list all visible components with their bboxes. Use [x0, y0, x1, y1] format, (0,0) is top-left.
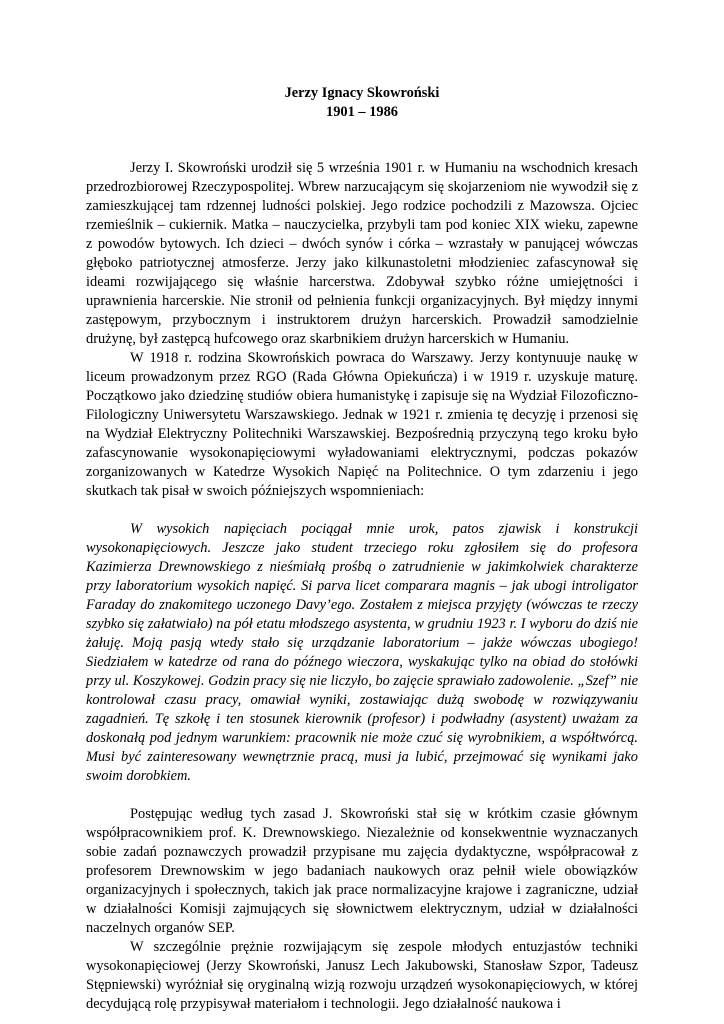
paragraph-collaboration: Postępując według tych zasad J. Skowroński stał się w krótkim czasie głównym współpracownikiem prof. K. Drewnowskiego. Niezależnie od konsekwentnie wyznaczanych sobie zadań poznawczych prowadził przypisane mu zajęcia dydaktyczne, współpracował z profesorem Drewnowskim w jego badaniach naukowych oraz pełnił wiele obowiązków organizacyjnych i społecznych, takich jak prace normalizacyjne krajowe i zagraniczne, udział w działalności Komisji zajmujących się słownictwem elektrycznym, udział w działalności naczelnych organów SEP. [86, 806, 638, 936]
title-spacer [86, 122, 638, 159]
memoir-quote: W wysokich napięciach pociągał mnie urok, patos zjawisk i konstrukcji wysokonapięciowych. Jeszcze jako student trzeciego roku zgłosiłem się do profesora Kazimierza Drewnowskiego z nieśmiałą prośbą o zatrudnienie w jakimkolwiek charakterze przy laboratorium wysokich napięć. Si parva licet comparara magnis – jak ubogi introligator Faraday do znakomitego uczonego Davy’ego. Zostałem z miejsca przyjęty (wówczas te rzeczy szybko się załatwiało) na pół etatu młodszego asystenta, w grudniu 1923 r. I wyboru do dziś nie żałuję. Moją pasją wtedy stało się urządzanie laboratorium – jakże wówczas ubogiego! Siedziałem w katedrze od rana do późnego wieczora, wyskakując tylko na obiad do stołówki przy ul. Koszykowej. Godzin pracy się nie liczyło, bo zajęcie sprawiało zadowolenie. „Szef” nie kontrolował czasu pracy, omawiał wyniki, zostawiając dużą swobodę w rozwiązywaniu zagadnień. Tę szkołę i ten stosunek kierownik (profesor) i podwładny (asystent) uważam za doskonałą pod jednym warunkiem: pracownik nie może czuć się wyrobnikiem, a współtwórcą. Musi być zainteresowany wewnętrznie pracą, musi ja lubić, przejmować się wynikami jako swoim dorobkiem. [86, 521, 638, 784]
paragraph-childhood: Jerzy I. Skowroński urodził się 5 września 1901 r. w Humaniu na wschodnich kresach przedrozbiorowej Rzeczypospolitej. Wbrew narzucającym się skojarzeniom nie wywodził się z zamieszkującej tam rdzennej ludności polskiej. Jego rodzice pochodzili z Mazowsza. Ojciec rzemieślnik – cukiernik. Matka – nauczycielka, przybyli tam pod koniec XIX wieku, zapewne z powodów bytowych. Ich dzieci – dwóch synów i córka – wzrastały w panującej wówczas głęboko patriotycznej atmosferze. Jerzy jako kilkunastoletni młodzieniec zafascynował się ideami rozwijającego się właśnie harcerstwa. Zdobywał szybko różne umiejętności i uprawnienia harcerskie. Nie stronił od pełnienia funkcji organizacyjnych. Był między innymi zastępowym, przybocznym i instruktorem drużyn harcerskich. Prowadził samodzielnie drużynę, był zastępcą hufcowego oraz skarbnikiem drużyn harcerskich w Humaniu. [86, 160, 638, 347]
document-dates: 1901 – 1986 [326, 104, 398, 120]
document-title: Jerzy Ignacy Skowroński [284, 85, 440, 101]
paragraph-studies: W 1918 r. rodzina Skowrońskich powraca do Warszawy. Jerzy kontynuuje naukę w liceum prowadzonym przez RGO (Rada Główna Opiekuńcza) i w 1919 r. uzyskuje maturę. Początkowo jako dziedzinę studiów obiera humanistykę i zapisuje się na Wydział Filozoficzno-Filologiczny Uniwersytetu Warszawskiego. Jednak w 1921 r. zmienia tę decyzję i przenosi się na Wydział Elektryczny Politechniki Warszawskiej. Bezpośrednią przyczyną tego kroku było zafascynowanie wysokonapięciowymi wyładowaniami elektrycznymi, podczas pokazów zorganizowanych w Katedrze Wysokich Napięć na Politechnice. O tym zdarzeniu i jego skutkach tak pisał w swoich późniejszych wspomnieniach: [86, 350, 638, 499]
document-page [86, 84, 638, 1014]
paragraph-team: W szczególnie prężnie rozwijającym się zespole młodych entuzjastów techniki wysokonapięciowej (Jerzy Skowroński, Janusz Lech Jakubowski, Stanosław Szpor, Tadeusz Stępniewski) wyróżniał się oryginalną wizją rozwoju urządzeń wysokonapięciowych, w której decydującą rolę przypisywał materiałom i technologii. Jego działalność naukowa i [86, 939, 638, 1012]
